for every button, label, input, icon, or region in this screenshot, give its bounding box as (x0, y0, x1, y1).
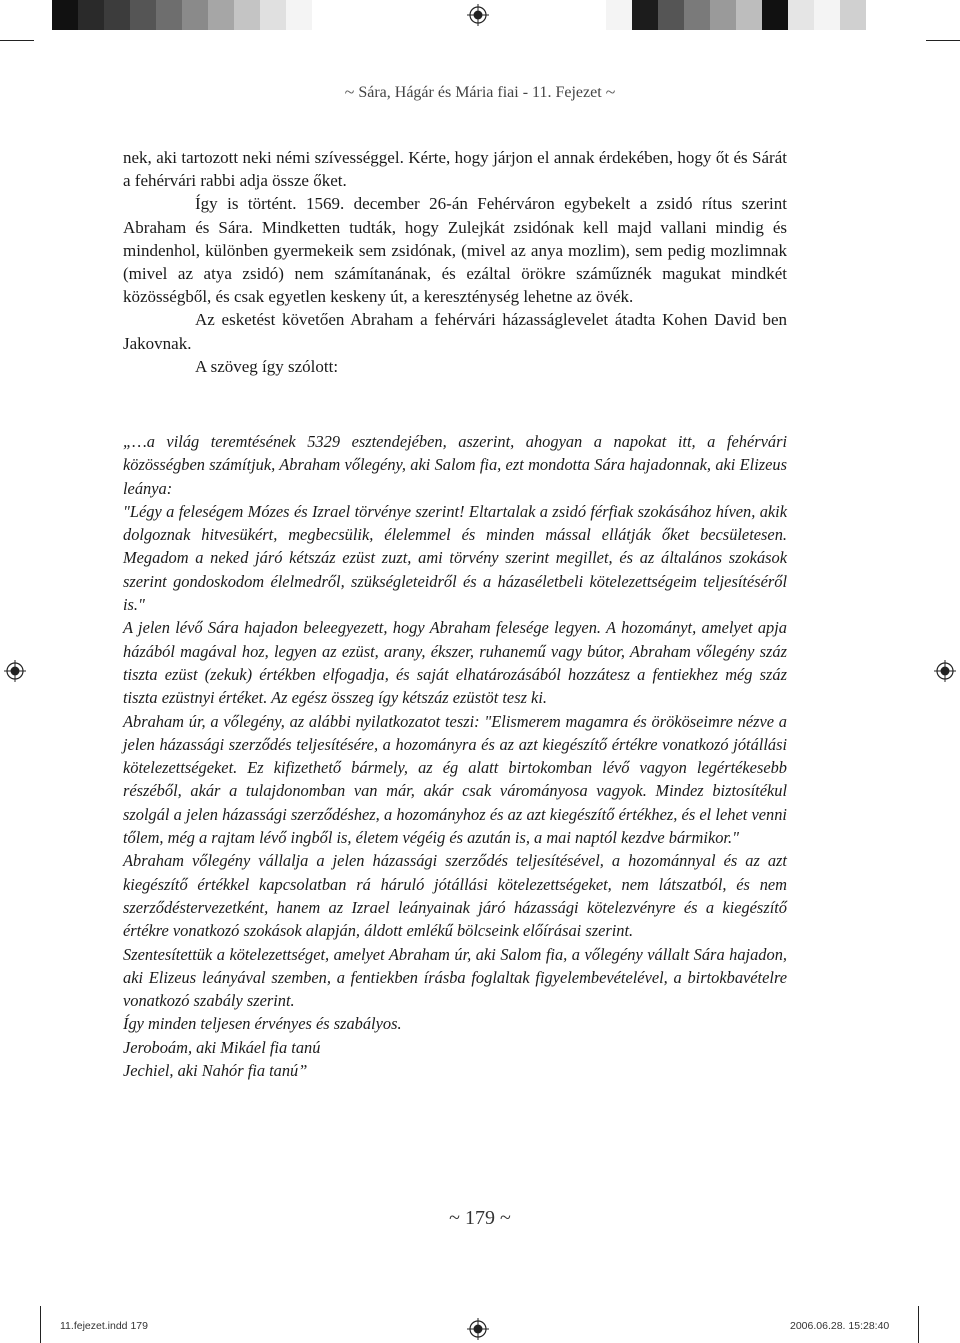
paragraph: nek, aki tartozott neki némi szívességgel. Kérte, hogy járjon el annak érdekében, hogy őt és Sárát a fehérvári rabbi adja össze őket. (123, 148, 787, 191)
page-number-value: 179 (465, 1207, 495, 1229)
paragraph: Az esketést követően Abraham a fehérvári házasságlevelet átadta Kohen David ben Jakovnak. (123, 310, 787, 353)
registration-mark-bottom-icon (467, 1318, 489, 1340)
quote-paragraph: Így minden teljesen érvényes és szabályos. (123, 1014, 402, 1034)
crop-line-bottom-left-v (40, 1306, 41, 1343)
quote-signature: Jeroboám, aki Mikáel fia tanú (123, 1037, 321, 1057)
quote-paragraph: „…a világ teremtésének 5329 esztendejében, aszerint, ahogyan a napokat itt, a fehérvári közösségben számítjuk, Abraham vőlegény, aki Salom fia, ezt mondotta Sára hajadonnak, aki Elizeus leánya: (123, 432, 787, 498)
slug-file: 11.fejezet.indd 179 (60, 1320, 148, 1332)
paragraph: Így is történt. 1569. december 26-án Fehérváron egybekelt a zsidó rítus szerint Abraham és Sára. Mindketten tudták, hogy Zulejkát zsidónak kell majd vallani mindig és mindenhol, különben gyermekeik sem zsidónak, (mivel az anya mozlim), sem pedig mozlimnak (mivel az atya zsidó) nem számítanának, és ezáltal örökre száműznék magukat mindkét közösségből, és csak egyetlen keskeny út, a kereszténység lehetne az övék. (123, 194, 787, 307)
marriage-contract-quote (123, 430, 787, 1082)
crop-line-bottom-right-v (918, 1306, 919, 1343)
running-header (0, 82, 960, 103)
swirl-left-icon: ~ (344, 82, 355, 102)
paragraph: A szöveg így szólott: (195, 356, 339, 376)
quote-paragraph: Abraham úr, a vőlegény, az alábbi nyilatkozatot teszi: "Elismerem magamra és örököseimre nézve a jelen házassági szerződés teljesítésére, a hozományra és az azt kiegészítő értékre vonatkozó jótállási kötelezettségeket. Ez kifizethető bármely, az ég alatt birtokomban lévő vagyon legértékesebb részéből, akár a tulajdonomban van már, akár csak várományosa vagyok. Mindez biztosítékul szolgál a jelen házassági szerződéshez, a hozományhoz és az azt kiegészítő értékhez, és el lehet venni tőlem, még a rajtam lévő ingből is, életem végéig és azután is, a mai naptól kezdve bármikor." (123, 711, 787, 848)
crop-line-top-left (0, 40, 34, 41)
quote-paragraph: Szentesítettük a kötelezettséget, amelyet Abraham úr, aki Salom fia, a vőlegény vállalt Sára hajadon, aki Elizeus leányával szemben, a fentiekben írásba foglaltak figyelembevételével, a birtokbavételre vonatkozó szabály szerint. (123, 944, 787, 1011)
quote-paragraph: Abraham vőlegény vállalja a jelen házassági szerződés teljesítésével, a hozománnyal és az azt kiegészítő értékkel kapcsolatban rá háruló jótállási kötelezettségeket, nem látszatból, és nem szerződéstervezetként, hanem az Izrael leányainak járó házassági kötelezvényre és a kiegészítő értékre vonatkozó szokások alapján, áldott emlékű bölcseink előírásai szerint. (123, 851, 787, 941)
registration-mark-top-icon (467, 4, 489, 26)
quote-signature: Jechiel, aki Nahór fia tanú” (123, 1061, 308, 1081)
swirl-right-icon: ~ (605, 82, 616, 102)
crop-line-top-right (926, 40, 960, 41)
print-color-bar-right (606, 0, 866, 30)
swirl-left-icon: ~ (449, 1207, 460, 1229)
registration-mark-left-icon (4, 660, 26, 682)
quote-paragraph: A jelen lévő Sára hajadon beleegyezett, hogy Abraham felesége legyen. A hozományt, amelyet apja házából magával hoz, legyen az ezüst, arany, ékszer, ruhanemű vagy bútor, Abraham vőlegény száz tiszta ezüst (zekuk) értékben elfogadja, és saját elhatározásából hozzátesz a fentiekhez még száz tiszta ezüstnyi értéket. Az egész összeg így kétszáz ezüstöt tesz ki. (123, 618, 787, 708)
slug-datetime: 2006.06.28. 15:28:40 (790, 1320, 890, 1332)
chapter-title: Sára, Hágár és Mária fiai - 11. Fejezet (358, 84, 602, 101)
body-text (123, 146, 787, 378)
print-color-bar-left (52, 0, 312, 30)
page-number (0, 1207, 960, 1230)
swirl-right-icon: ~ (500, 1207, 511, 1229)
quote-paragraph: "Légy a feleségem Mózes és Izrael törvénye szerint! Eltartalak a zsidó férfiak szokásához híven, akik dolgoznak hitvesükért, megbecsülik, élelemmel és minden mással ellátják őket becsületesen. Megadom a neked járó kétszáz ezüst zuzt, ami törvény szerint megillet, és az általános szokások szerint gondoskodom élelmedről, szükségleteidről és a házaséletbeli kötelezettségeim teljesítéséről is." (123, 501, 787, 615)
registration-mark-right-icon (934, 660, 956, 682)
